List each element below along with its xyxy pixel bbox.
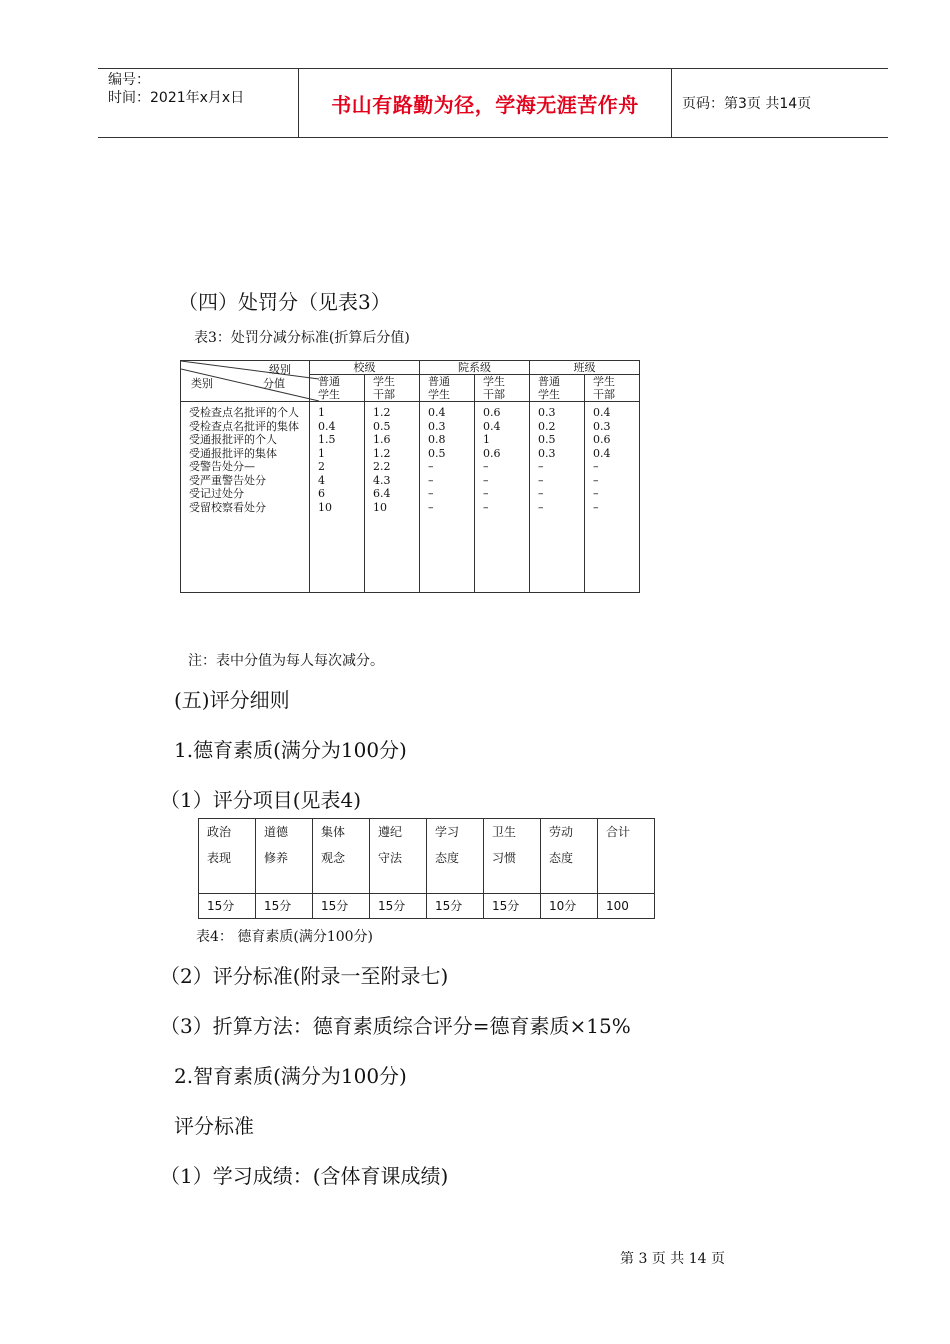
header-cell: 集体 观念 xyxy=(313,819,370,894)
conversion-line: （3）折算方法：德育素质综合评分=德育素质×15% xyxy=(160,1014,631,1038)
values-column: 1.2 0.5 1.6 1.2 2.2 4.3 6.4 10 xyxy=(365,402,420,593)
score-cell: 15分 xyxy=(256,894,313,919)
study-line: （1）学习成绩：(含体育课成绩) xyxy=(160,1164,449,1188)
subcol-header: 学生 干部 xyxy=(585,375,640,402)
subcol-header: 学生 干部 xyxy=(365,375,420,402)
header-cell-total: 合计 xyxy=(598,819,655,894)
score-cell: 15分 xyxy=(484,894,541,919)
group-department: 院系级 xyxy=(420,361,530,375)
header-cell: 劳动 态度 xyxy=(541,819,598,894)
values-column: 0.6 0.4 1 0.6 – – – – xyxy=(475,402,530,593)
group-class: 班级 xyxy=(530,361,640,375)
section4-title: （四）处罚分（见表3） xyxy=(178,290,391,314)
moral-title: 1.德育素质(满分为100分) xyxy=(174,738,407,762)
penalty-table xyxy=(180,360,640,593)
header-cell: 道德 修养 xyxy=(256,819,313,894)
header-page-label: 页码：第3页 共14页 xyxy=(682,96,812,112)
subcol-header: 普通 学生 xyxy=(530,375,585,402)
score-standard: 评分标准 xyxy=(174,1114,254,1138)
header-cell: 卫生 习惯 xyxy=(484,819,541,894)
row-labels-column: 受检查点名批评的个人 受检查点名批评的集体 受通报批评的个人 受通报批评的集体 受警告处分— 受严重警告处分 受记过处分 受留校察看处分 xyxy=(181,402,310,593)
score-cell: 15分 xyxy=(370,894,427,919)
intel-title: 2.智育素质(满分为100分) xyxy=(174,1064,407,1088)
group-school: 校级 xyxy=(310,361,420,375)
values-column: 0.4 0.3 0.8 0.5 – – – – xyxy=(420,402,475,593)
page-footer: 第 3 页 共 14 页 xyxy=(620,1251,725,1267)
table3-note: 注：表中分值为每人每次减分。 xyxy=(188,653,384,669)
header-cell: 遵纪 守法 xyxy=(370,819,427,894)
items-title: （1）评分项目(见表4) xyxy=(160,788,362,812)
score-cell-total: 100 xyxy=(598,894,655,919)
header-motto: 书山有路勤为径，学海无涯苦作舟 xyxy=(299,69,672,137)
score-cell: 10分 xyxy=(541,894,598,919)
score-cell: 15分 xyxy=(427,894,484,919)
number-label: 编号： xyxy=(108,72,150,88)
moral-score-table xyxy=(198,818,655,919)
values-column: 0.3 0.2 0.5 0.3 – – – – xyxy=(530,402,585,593)
score-cell: 15分 xyxy=(313,894,370,919)
header-cell: 政治 表现 xyxy=(199,819,256,894)
table4-caption: 表4： 德育素质(满分100分) xyxy=(196,929,374,945)
subcol-header: 学生 干部 xyxy=(475,375,530,402)
table3-caption: 表3：处罚分减分标准(折算后分值) xyxy=(194,330,410,346)
score-cell: 15分 xyxy=(199,894,256,919)
section5-title: (五)评分细则 xyxy=(174,688,290,712)
subcol-header: 普通 学生 xyxy=(310,375,365,402)
table3-diagonal-header xyxy=(181,361,310,402)
diag-level-label: 级别 xyxy=(269,363,291,376)
subcol-header: 普通 学生 xyxy=(420,375,475,402)
standard-line: （2）评分标准(附录一至附录七) xyxy=(160,964,449,988)
values-column: 0.4 0.3 0.6 0.4 – – – – xyxy=(585,402,640,593)
page-header xyxy=(98,68,888,138)
diag-score-label: 分值 xyxy=(263,377,285,390)
header-cell: 学习 态度 xyxy=(427,819,484,894)
diag-category-label: 类别 xyxy=(191,377,213,390)
values-column: 1 0.4 1.5 1 2 4 6 10 xyxy=(310,402,365,593)
time-label: 时间：2021年x月x日 xyxy=(108,90,245,106)
header-meta xyxy=(98,69,299,137)
